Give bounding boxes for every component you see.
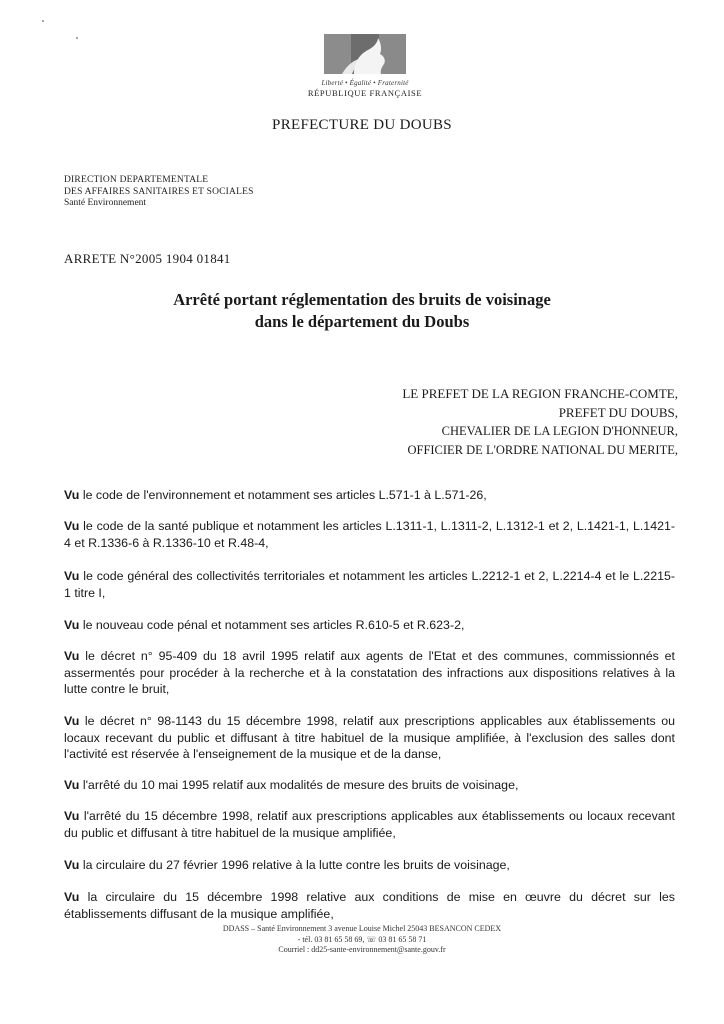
vu-paragraph (64, 808, 675, 841)
vu-text: l'arrêté du 10 mai 1995 relatif aux modalités de mesure des bruits de voisinage, (79, 778, 519, 792)
vu-keyword: Vu (64, 618, 80, 632)
vu-text: l'arrêté du 15 décembre 1998, relatif aux prescriptions applicables aux établissements ou locaux recevant du public et diffusant à titre habituel de la musique amplifiée, (64, 809, 675, 840)
prefet-line: CHEVALIER DE LA LEGION D'HONNEUR, (441, 424, 678, 438)
direction-block (64, 175, 254, 210)
vu-paragraph (64, 857, 675, 874)
direction-line: DIRECTION DEPARTEMENTALE (64, 175, 209, 185)
vu-paragraph (64, 617, 675, 634)
direction-line: Santé Environnement (64, 198, 147, 208)
vu-text: le nouveau code pénal et notamment ses articles R.610-5 et R.623-2, (79, 618, 465, 632)
scan-speck (76, 37, 78, 39)
vu-keyword: Vu (64, 488, 80, 502)
vu-paragraph (64, 713, 675, 763)
vu-paragraph (64, 648, 675, 698)
vu-text: le code de la santé publique et notamment les articles L.1311-1, L.1311-2, L.1312-1 et 2, L.1421-1, L.1421-4 et R.1336-6 à R.1336-10 et R.48-4, (64, 519, 675, 550)
title-line: Arrêté portant réglementation des bruits de voisinage (173, 290, 551, 309)
vu-text: le décret n° 95-409 du 18 avril 1995 relatif aux agents de l'Etat et des communes, commissionnés et assermentés pour procéder à la recherche et à la constatation des infractions aux dispositions relatives à la lutte contre le bruit, (64, 649, 675, 696)
prefet-line: OFFICIER DE L'ORDRE NATIONAL DU MERITE, (407, 442, 678, 457)
scan-speck (42, 20, 44, 22)
vu-text: la circulaire du 27 février 1996 relative à la lutte contre les bruits de voisinage, (79, 858, 510, 872)
vu-keyword: Vu (64, 569, 80, 583)
vu-keyword: Vu (64, 890, 80, 904)
vu-keyword: Vu (64, 809, 80, 823)
vu-paragraph (64, 889, 675, 922)
document-title (0, 289, 724, 333)
direction-line: DES AFFAIRES SANITAIRES ET SOCIALES (64, 186, 254, 197)
vu-text: le code de l'environnement et notamment ses articles L.571-1 à L.571-26, (79, 488, 487, 502)
vu-keyword: Vu (64, 778, 80, 792)
arrete-number: ARRETE N°2005 1904 01841 (64, 251, 231, 266)
prefecture-heading: PREFECTURE DU DOUBS (272, 117, 452, 133)
footer-address: DDASS – Santé Environnement 3 avenue Louise Michel 25043 BESANCON CEDEX (222, 924, 502, 933)
footer-phone: - tél. 03 81 65 58 69, ☏ 03 81 65 58 71 (297, 934, 427, 944)
vu-keyword: Vu (64, 649, 80, 663)
footer-email: Courriel : dd25-sante-environnement@sante.gouv.fr (278, 945, 446, 954)
prefet-line: LE PREFET DE LA REGION FRANCHE-COMTE, (402, 386, 678, 401)
vu-keyword: Vu (64, 714, 80, 728)
vu-paragraph (64, 518, 675, 551)
marianne-logo-icon (324, 34, 406, 78)
republique-francaise-text: RÉPUBLIQUE FRANÇAISE (307, 88, 423, 98)
vu-text: la circulaire du 15 décembre 1998 relative aux conditions de mise en œuvre du décret sur les établissements diffusant de la musique amplifiée, (64, 890, 675, 921)
title-line: dans le département du Doubs (254, 312, 470, 331)
vu-keyword: Vu (64, 858, 80, 872)
prefet-block (402, 385, 678, 459)
page-footer (0, 924, 724, 956)
letterhead-logo (300, 34, 430, 98)
vu-paragraph (64, 568, 675, 601)
prefet-line: PREFET DU DOUBS, (558, 404, 678, 420)
vu-keyword: Vu (64, 519, 80, 533)
vu-text: le décret n° 98-1143 du 15 décembre 1998, relatif aux prescriptions applicables aux établissements ou locaux recevant du public et diffusant à titre habituel de la musique amplifiée, à l'exclusion des salles dont l'activité est réservée à l'enseignement de la musique et de la danse, (64, 714, 675, 761)
vu-paragraph (64, 487, 675, 504)
vu-paragraph (64, 777, 675, 794)
vu-text: le code général des collectivités territoriales et notamment les articles L.2212-1 et 2, L.2214-4 et le L.2215-1 titre I, (64, 569, 675, 600)
motto-text: Liberté • Égalité • Fraternité (321, 79, 409, 87)
